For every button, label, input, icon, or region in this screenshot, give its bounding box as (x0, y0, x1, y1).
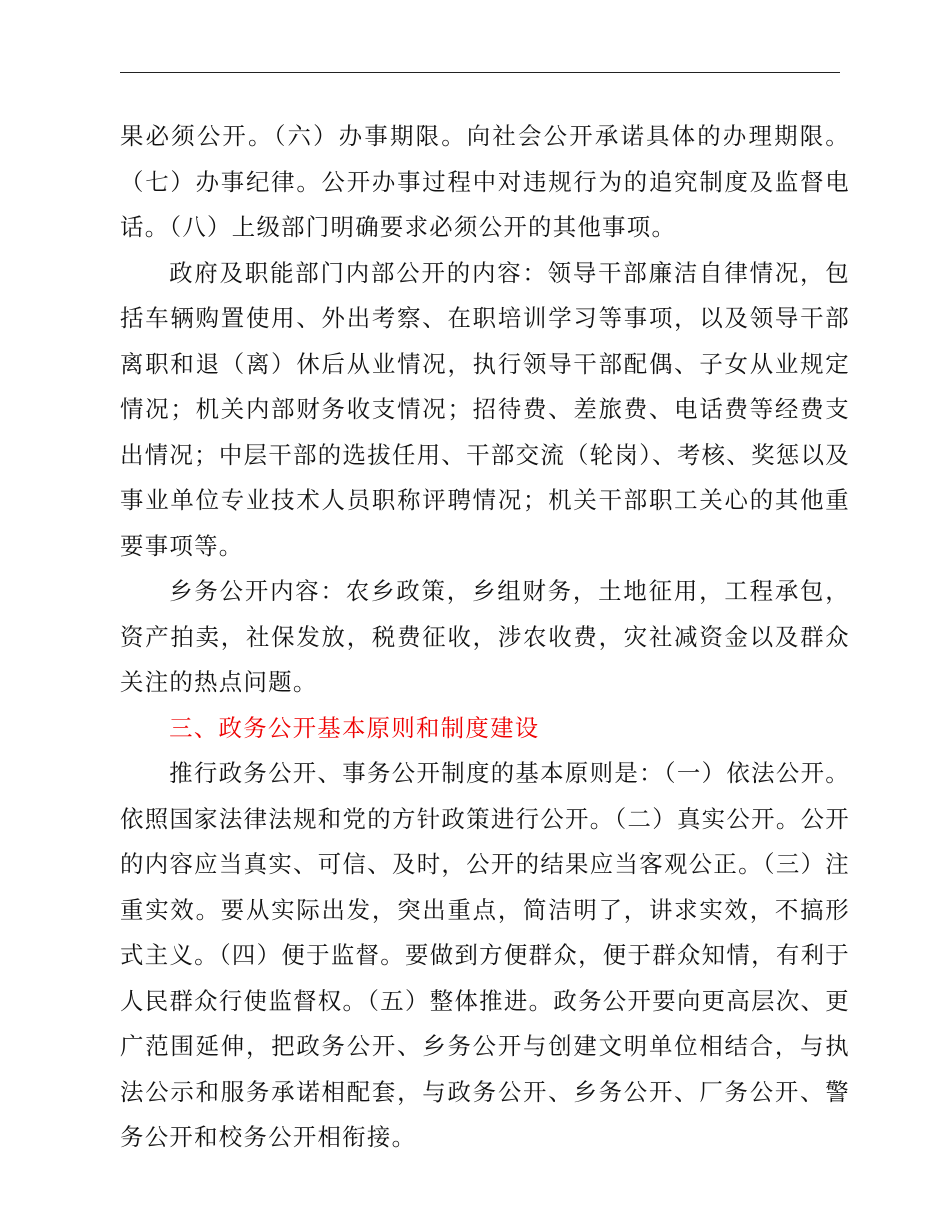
paragraph-township-disclosure: 乡务公开内容：农乡政策，乡组财务，土地征用，工程承包，资产拍卖，社保发放，税费征收，涉农收费，灾社减资金以及群众关注的热点问题。 (120, 577, 850, 696)
header-rule (120, 72, 840, 73)
paragraph-basic-principles: 推行政务公开、事务公开制度的基本原则是：（一）依法公开。依照国家法律法规和党的方针政策进行公开。（二）真实公开。公开的内容应当真实、可信、及时，公开的结果应当客观公正。（三）注重实效。要从实际出发，突出重点，简洁明了，讲求实效，不搞形式主义。（四）便于监督。要做到方便群众，便于群众知情，有利于人民群众行使监督权。（五）整体推进。政务公开要向更高层次、更广范围延伸，把政务公开、乡务公开与创建文明单位相结合，与执法公示和服务承诺相配套，与政务公开、乡务公开、厂务公开、警务公开和校务公开相衔接。 (120, 759, 850, 1151)
document-body (120, 114, 850, 1161)
paragraph-internal-disclosure: 政府及职能部门内部公开的内容：领导干部廉洁自律情况，包括车辆购置使用、外出考察、在职培训学习等事项，以及领导干部离职和退（离）休后从业情况，执行领导干部配偶、子女从业规定情况；机关内部财务收支情况；招待费、差旅费、电话费等经费支出情况；中层干部的选拔任用、干部交流（轮岗）、考核、奖惩以及事业单位专业技术人员职称评聘情况；机关干部职工关心的其他重要事项等。 (120, 258, 850, 560)
paragraph-item-disclosure-continued: 果必须公开。（六）办事期限。向社会公开承诺具体的办理期限。（七）办事纪律。公开办事过程中对违规行为的追究制度及监督电话。（八）上级部门明确要求必须公开的其他事项。 (120, 122, 850, 241)
section-heading: 三、政务公开基本原则和制度建设 (169, 713, 540, 742)
